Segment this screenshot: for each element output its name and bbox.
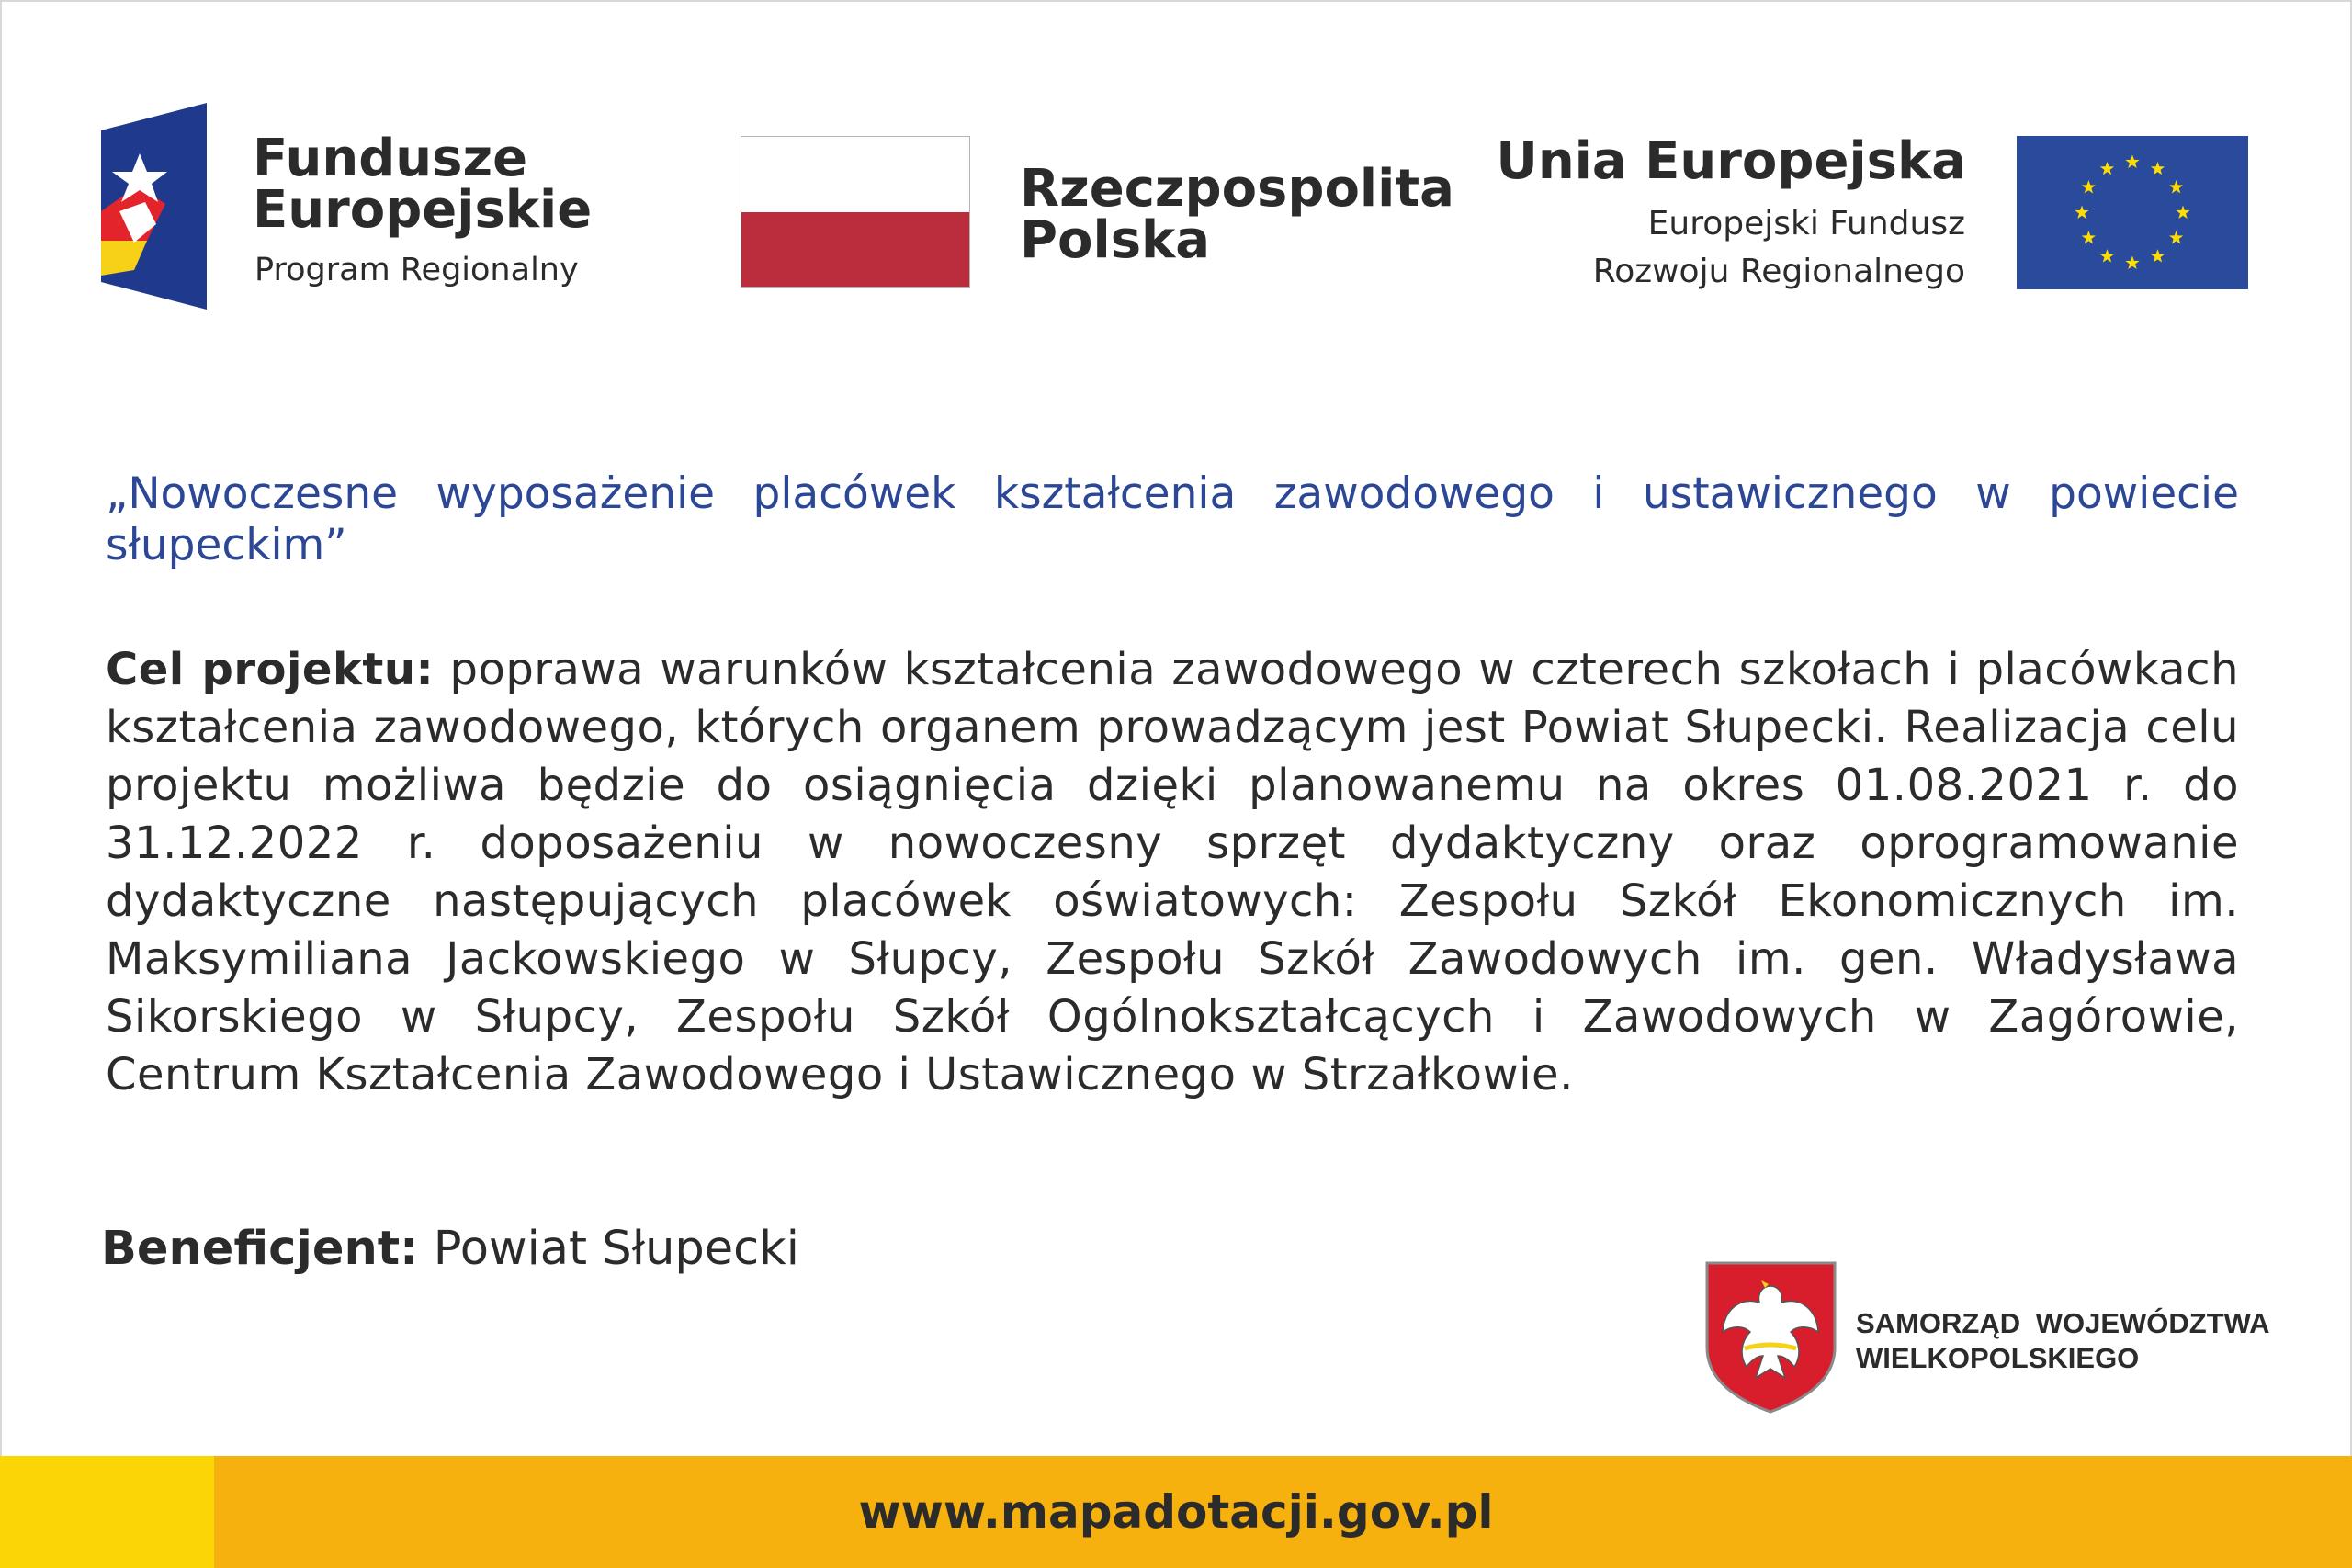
eu-subtitle-line1: Europejski Fundusz: [1647, 205, 1965, 243]
funds-title: [253, 129, 593, 240]
goal-text: poprawa warunków kształcenia zawodowego w czterech szkołach i placówkach kształcenia zawodowego, których organem prowadzącym jest Powiat Słupecki. Realizacja celu projektu możliwa będzie do osiągnięcia dzięki planowanemu na okres 01.08.2021 r. do 31.12.2022 r. doposażeniu w nowoczesny sprzęt dydaktyczny oraz oprogramowanie dydaktyczne następujących placówek oświatowych: Zespołu Szkół Ekonomicznych im. Maksymiliana Jackowskiego w Słupcy, Zespołu Szkół Zawodowych im. gen. Władysława Sikorskiego w Słupcy, Zespołu Szkół Ogólnokształcących i Zawodowych w Zagórowie, Centrum Kształcenia Zawodowego i Ustawicznego w Strzałkowie.: [106, 644, 2239, 1100]
funds-subtitle: Program Regionalny: [254, 252, 579, 288]
beneficiary-value: Powiat Słupecki: [418, 1222, 799, 1276]
wielkopolska-eagle-crest-icon: [1704, 1260, 1838, 1415]
footer-bar: [0, 1456, 2352, 1568]
funds-title-line2: Europejskie: [253, 180, 593, 240]
poland-title-line1: Rzeczpospolita: [1020, 159, 1454, 219]
project-title: „Nowoczesne wyposażenie placówek kształcenia zawodowego i ustawicznego w powiecie słupeckim”: [106, 468, 2239, 570]
poland-title: [1020, 159, 1454, 270]
regional-line1: SAMORZĄD WOJEWÓDZTWA: [1856, 1307, 2270, 1339]
fundusze-europejskie-logo-icon: [101, 103, 207, 310]
footer-url-link[interactable]: www.mapadotacji.gov.pl: [858, 1485, 1494, 1539]
project-description: [106, 641, 2239, 1104]
eu-subtitle-line2: Rozwoju Regionalnego: [1592, 253, 1965, 290]
goal-label: Cel projektu:: [106, 644, 435, 695]
regional-government-label: [1856, 1306, 2270, 1376]
beneficiary-label: Beneficjent:: [101, 1222, 419, 1276]
beneficiary: [101, 1222, 799, 1276]
flag-red-stripe: [741, 212, 969, 288]
flag-white-stripe: [741, 137, 969, 212]
eu-title: Unia Europejska: [1496, 131, 1966, 191]
poland-title-line2: Polska: [1020, 210, 1211, 270]
eu-subtitle: [1593, 200, 1965, 296]
regional-line2: WIELKOPOLSKIEGO: [1856, 1342, 2140, 1374]
funds-title-line1: Fundusze: [253, 129, 528, 188]
eu-flag-icon: [2017, 136, 2248, 289]
poland-flag-icon: [741, 136, 970, 288]
